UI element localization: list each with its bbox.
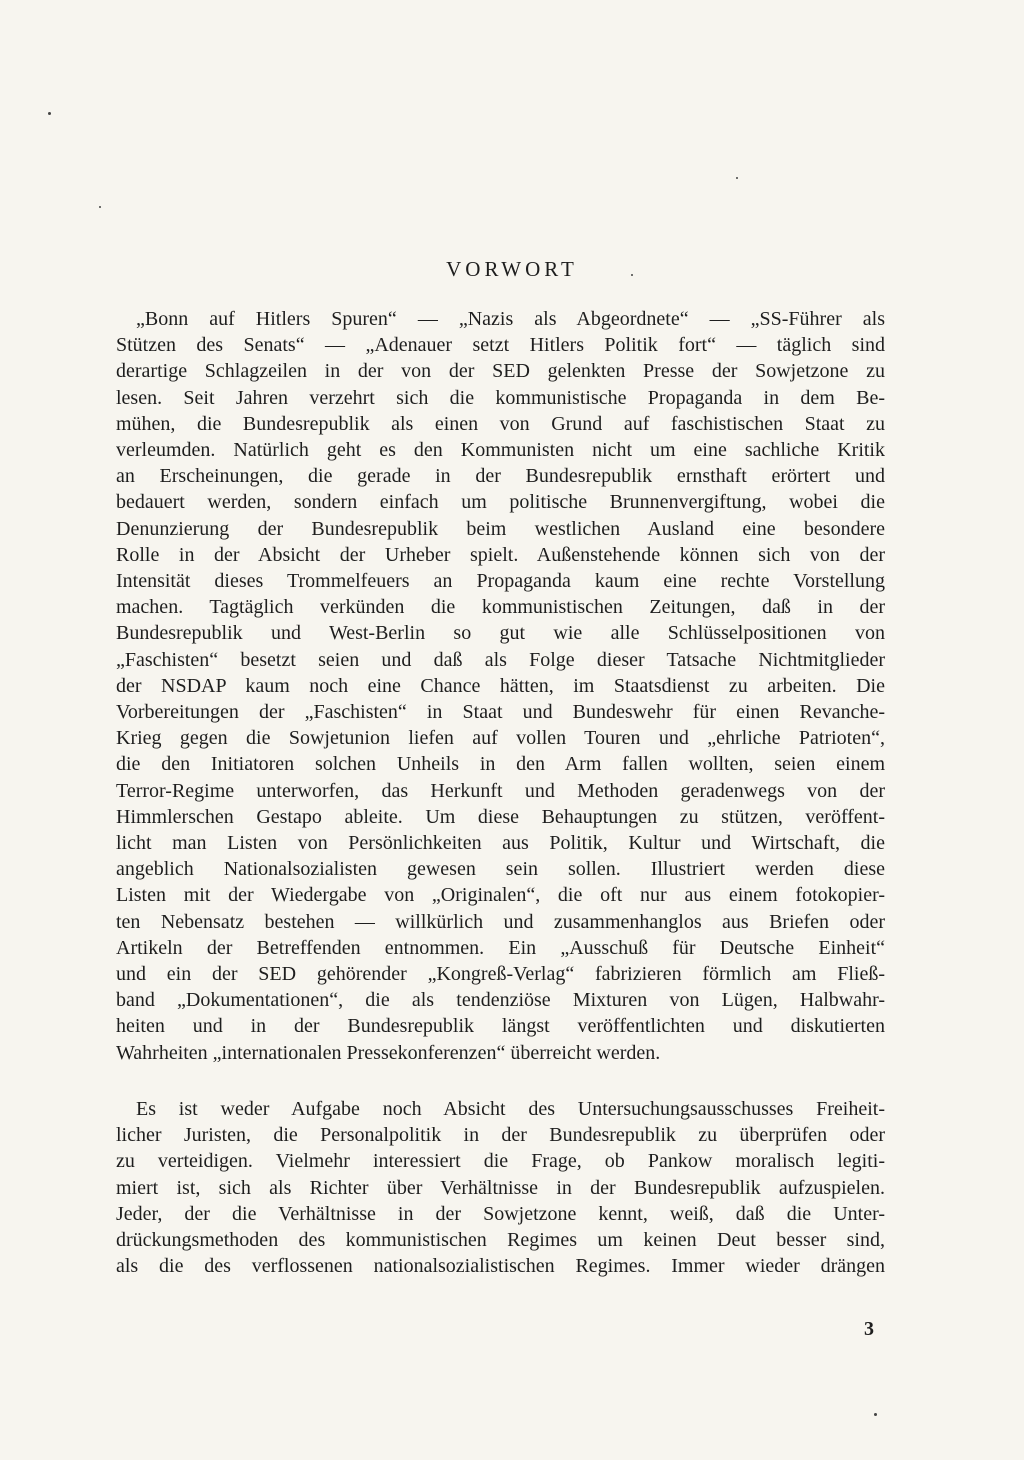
scan-speck [631,274,633,276]
text-line: Terror-Regime unterworfen, das Herkunft und Methoden geradenwegs von der [116,779,885,802]
text-line: heiten und in der Bundesrepublik längst veröffentlichten und diskutierten [116,1015,885,1038]
text-line: Rolle in der Absicht der Urheber spielt. Außenstehende können sich von der [116,543,885,566]
text-line: band „Dokumentationen“, die als tendenziöse Mixturen von Lügen, Halbwahr- [116,989,885,1012]
paragraph-2 [116,1096,885,1279]
text-line: Artikeln der Betreffenden entnommen. Ein „Ausschuß für Deutsche Einheit“ [116,936,885,959]
text-line: Jeder, der die Verhältnisse in der Sowjetzone kennt, weiß, daß die Unter- [116,1202,885,1225]
scan-speck [99,206,101,208]
scan-speck [736,177,738,179]
page-number: 3 [864,1318,874,1340]
text-line: an Erscheinungen, die gerade in der Bundesrepublik ernsthaft erörtert und [116,465,885,488]
scan-speck [48,112,51,115]
text-line: ten Nebensatz bestehen — willkürlich und zusammenhanglos aus Briefen oder [116,910,885,933]
text-line: Stützen des Senats“ — „Adenauer setzt Hitlers Politik fort“ — täglich sind [116,334,885,357]
page-title: VORWORT [446,257,578,281]
text-line: Himmlerschen Gestapo ableite. Um diese Behauptungen zu stützen, veröffent- [116,805,885,828]
text-line: licht man Listen von Persönlichkeiten aus Politik, Kultur und Wirtschaft, die [116,832,885,855]
text-line: Wahrheiten „internationalen Pressekonferenzen“ überreicht werden. [116,1041,661,1064]
paragraph-1 [116,306,885,1066]
text-line: Denunzierung der Bundesrepublik beim westlichen Ausland eine besondere [116,517,885,540]
text-line: miert ist, sich als Richter über Verhältnisse in der Bundesrepublik aufzuspielen. [116,1176,885,1199]
text-line: „Faschisten“ besetzt seien und daß als Folge dieser Tatsache Nichtmitglieder [116,648,885,671]
text-line: als die des verflossenen nationalsozialistischen Regimes. Immer wieder drängen [116,1255,885,1278]
text-line: die den Initiatoren solchen Unheils in den Arm fallen wollten, seien einem [116,753,885,776]
text-line: Krieg gegen die Sowjetunion liefen auf vollen Touren und „ehrliche Patrioten“, [116,727,885,750]
text-line: und ein der SED gehörender „Kongreß-Verlag“ fabrizieren förmlich am Fließ- [116,963,885,986]
text-line: Vorbereitungen der „Faschisten“ in Staat und Bundeswehr für einen Revanche- [116,701,885,724]
text-line: bedauert werden, sondern einfach um politische Brunnenvergiftung, wobei die [116,491,885,514]
text-line: derartige Schlagzeilen in der von der SED gelenkten Presse der Sowjetzone zu [116,360,885,383]
text-line: verleumden. Natürlich geht es den Kommunisten nicht um eine sachliche Kritik [116,439,885,462]
text-line: „Bonn auf Hitlers Spuren“ — „Nazis als Abgeordnete“ — „SS-Führer als [136,308,885,330]
text-line: Intensität dieses Trommelfeuers an Propaganda kaum eine rechte Vorstellung [116,570,885,593]
text-line: der NSDAP kaum noch eine Chance hätten, im Staatsdienst zu arbeiten. Die [116,674,885,697]
text-line: angeblich Nationalsozialisten gewesen sein sollen. Illustriert werden diese [116,858,885,881]
text-line: Listen mit der Wiedergabe von „Originalen“, die oft nur aus einem fotokopier- [116,884,885,907]
text-line: lesen. Seit Jahren verzehrt sich die kommunistische Propaganda in dem Be- [116,386,885,409]
text-line: drückungsmethoden des kommunistischen Regimes um keinen Deut besser sind, [116,1229,885,1252]
text-line: zu verteidigen. Vielmehr interessiert die Frage, ob Pankow moralisch legiti- [116,1150,885,1173]
text-line: licher Juristen, die Personalpolitik in der Bundesrepublik zu überprüfen oder [116,1124,885,1147]
text-line: machen. Tagtäglich verkünden die kommunistischen Zeitungen, daß in der [116,596,885,619]
scan-speck [874,1413,877,1416]
text-line: Es ist weder Aufgabe noch Absicht des Untersuchungsausschusses Freiheit- [136,1098,885,1120]
text-line: Bundesrepublik und West-Berlin so gut wie alle Schlüsselpositionen von [116,622,885,645]
text-line: mühen, die Bundesrepublik als einen von Grund auf faschistischen Staat zu [116,412,885,435]
